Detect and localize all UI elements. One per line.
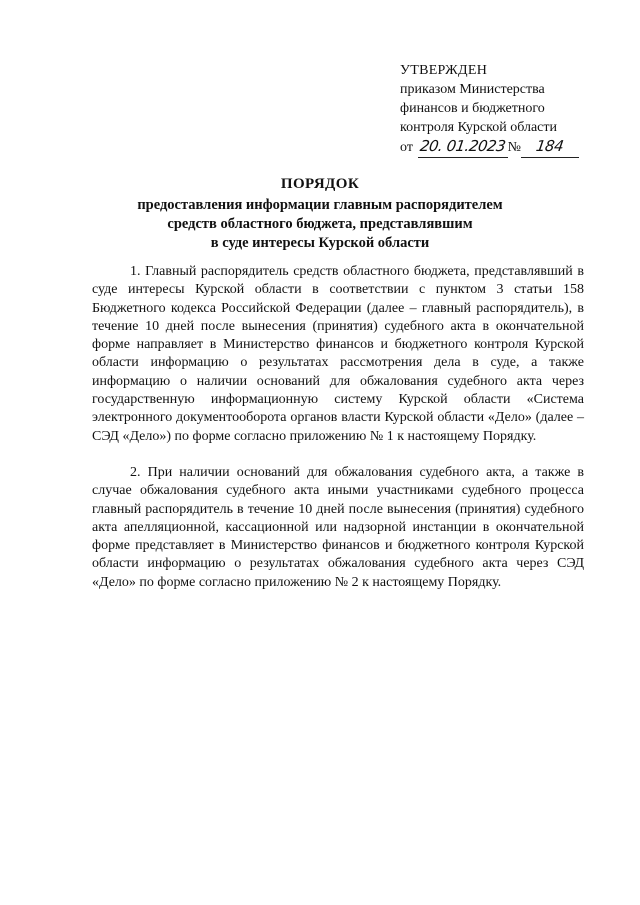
approval-heading: УТВЕРЖДЕН <box>400 63 488 78</box>
document-title-block <box>90 175 550 253</box>
approval-line-1: приказом Министерства <box>400 82 545 97</box>
number-prefix: № <box>507 140 521 155</box>
approval-line-2: финансов и бюджетного <box>400 101 545 116</box>
approval-line-3: контроля Курской области <box>400 120 557 135</box>
subtitle-line-3: в суде интересы Курской области <box>210 235 430 251</box>
document-title: ПОРЯДОК <box>280 176 360 192</box>
subtitle-line-1: предоставления информации главным распорядителем <box>137 197 503 213</box>
date-prefix: от <box>400 140 413 155</box>
approval-stamp-block <box>400 61 600 158</box>
number-value-field <box>521 137 579 158</box>
paragraph-1: 1. Главный распорядитель средств областного бюджета, представлявший в суде интересы Курской области в соответствии с пунктом 3 статьи 158 Бюджетного кодекса Российской Федерации (далее – главный распорядитель), в течение 10 дней после вынесения (принятия) судебного акта в окончательной форме направляет в Министерство финансов и бюджетного контроля Курской области информацию о результатах рассмотрения дела в суде, а также информацию о наличии оснований для обжалования судебного акта через государственную информационную систему Курской области «Система электронного документооборота органов власти Курской области «Дело» (далее – СЭД «Дело») по форме согласно приложению № 1 к настоящему Порядку. <box>92 264 584 444</box>
subtitle-line-2: средств областного бюджета, представлявшим <box>167 216 473 232</box>
handwritten-date: 20. 01.2023 <box>419 137 507 155</box>
handwritten-number: 184 <box>535 137 565 155</box>
paragraph-2: 2. При наличии оснований для обжалования судебного акта, а также в случае обжалования судебного акта иными участниками судебного процесса главный распорядитель в течение 10 дней после вынесения (принятия) судебного акта апелляционной, кассационной или надзорной инстанции в окончательной форме представляет в Министерство финансов и бюджетного контроля Курской области информацию о результатах обжалования судебного акта через СЭД «Дело» по форме согласно приложению № 2 к настоящему Порядку. <box>92 464 584 590</box>
approval-date-row <box>400 137 600 158</box>
date-value-field <box>418 137 507 158</box>
document-body <box>92 263 584 592</box>
